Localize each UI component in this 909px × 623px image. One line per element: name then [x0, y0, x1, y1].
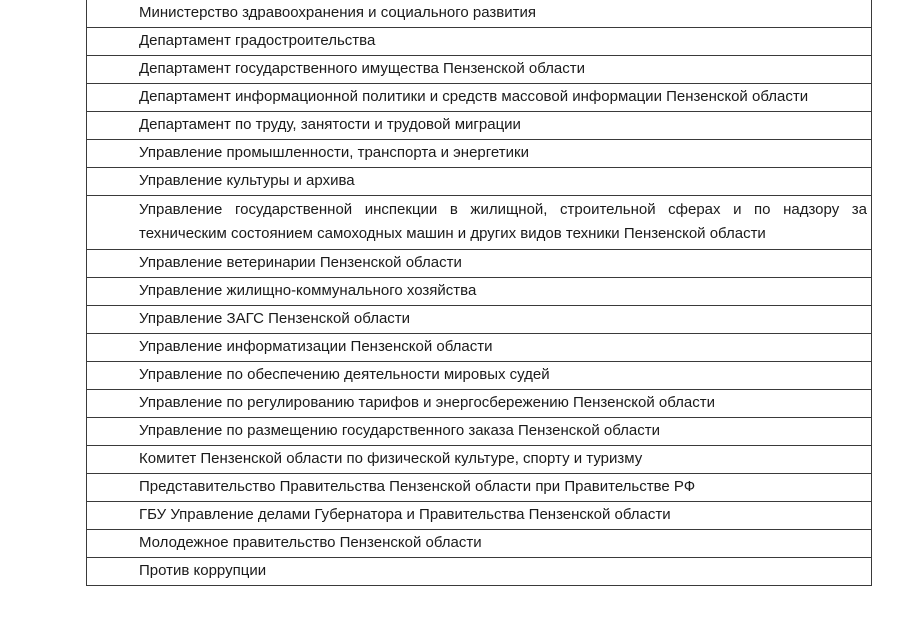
table-cell: Представительство Правительства Пензенской области при Правительстве РФ	[87, 473, 872, 501]
table-row	[87, 139, 872, 167]
table-cell: Комитет Пензенской области по физической культуре, спорту и туризму	[87, 445, 872, 473]
table-row	[87, 27, 872, 55]
departments-table	[86, 0, 872, 586]
table-row	[87, 557, 872, 585]
table-row	[87, 473, 872, 501]
table-cell: Управление ветеринарии Пензенской области	[87, 249, 872, 277]
table-row	[87, 249, 872, 277]
table-row	[87, 111, 872, 139]
table-cell: Управление ЗАГС Пензенской области	[87, 305, 872, 333]
table-row	[87, 55, 872, 83]
table-row	[87, 445, 872, 473]
table-cell: Департамент градостроительства	[87, 27, 872, 55]
table-row	[87, 0, 872, 27]
table-cell: Департамент информационной политики и средств массовой информации Пензенской области	[87, 83, 872, 111]
table-cell: Управление по регулированию тарифов и энергосбережению Пензенской области	[87, 389, 872, 417]
table-cell: Управление жилищно-коммунального хозяйства	[87, 277, 872, 305]
table-cell: Против коррупции	[87, 557, 872, 585]
table-row	[87, 417, 872, 445]
table-row	[87, 389, 872, 417]
table-cell: Управление государственной инспекции в жилищной, строительной сферах и по надзору за техническим состоянием самоходных машин и других видов техники Пензенской области	[87, 195, 872, 249]
table-row	[87, 167, 872, 195]
table-row	[87, 195, 872, 249]
table-cell: Молодежное правительство Пензенской области	[87, 529, 872, 557]
table-row	[87, 333, 872, 361]
table-row	[87, 305, 872, 333]
table-cell: Министерство здравоохранения и социального развития	[87, 0, 872, 27]
table-row	[87, 83, 872, 111]
table-cell: Управление промышленности, транспорта и энергетики	[87, 139, 872, 167]
table-cell: ГБУ Управление делами Губернатора и Правительства Пензенской области	[87, 501, 872, 529]
table-row	[87, 277, 872, 305]
table-row	[87, 361, 872, 389]
table-row	[87, 501, 872, 529]
table-cell: Управление по размещению государственного заказа Пензенской области	[87, 417, 872, 445]
table-row	[87, 529, 872, 557]
table-cell: Управление по обеспечению деятельности мировых судей	[87, 361, 872, 389]
table-cell: Департамент по труду, занятости и трудовой миграции	[87, 111, 872, 139]
table-cell: Управление культуры и архива	[87, 167, 872, 195]
table-cell: Департамент государственного имущества Пензенской области	[87, 55, 872, 83]
table-cell: Управление информатизации Пензенской области	[87, 333, 872, 361]
